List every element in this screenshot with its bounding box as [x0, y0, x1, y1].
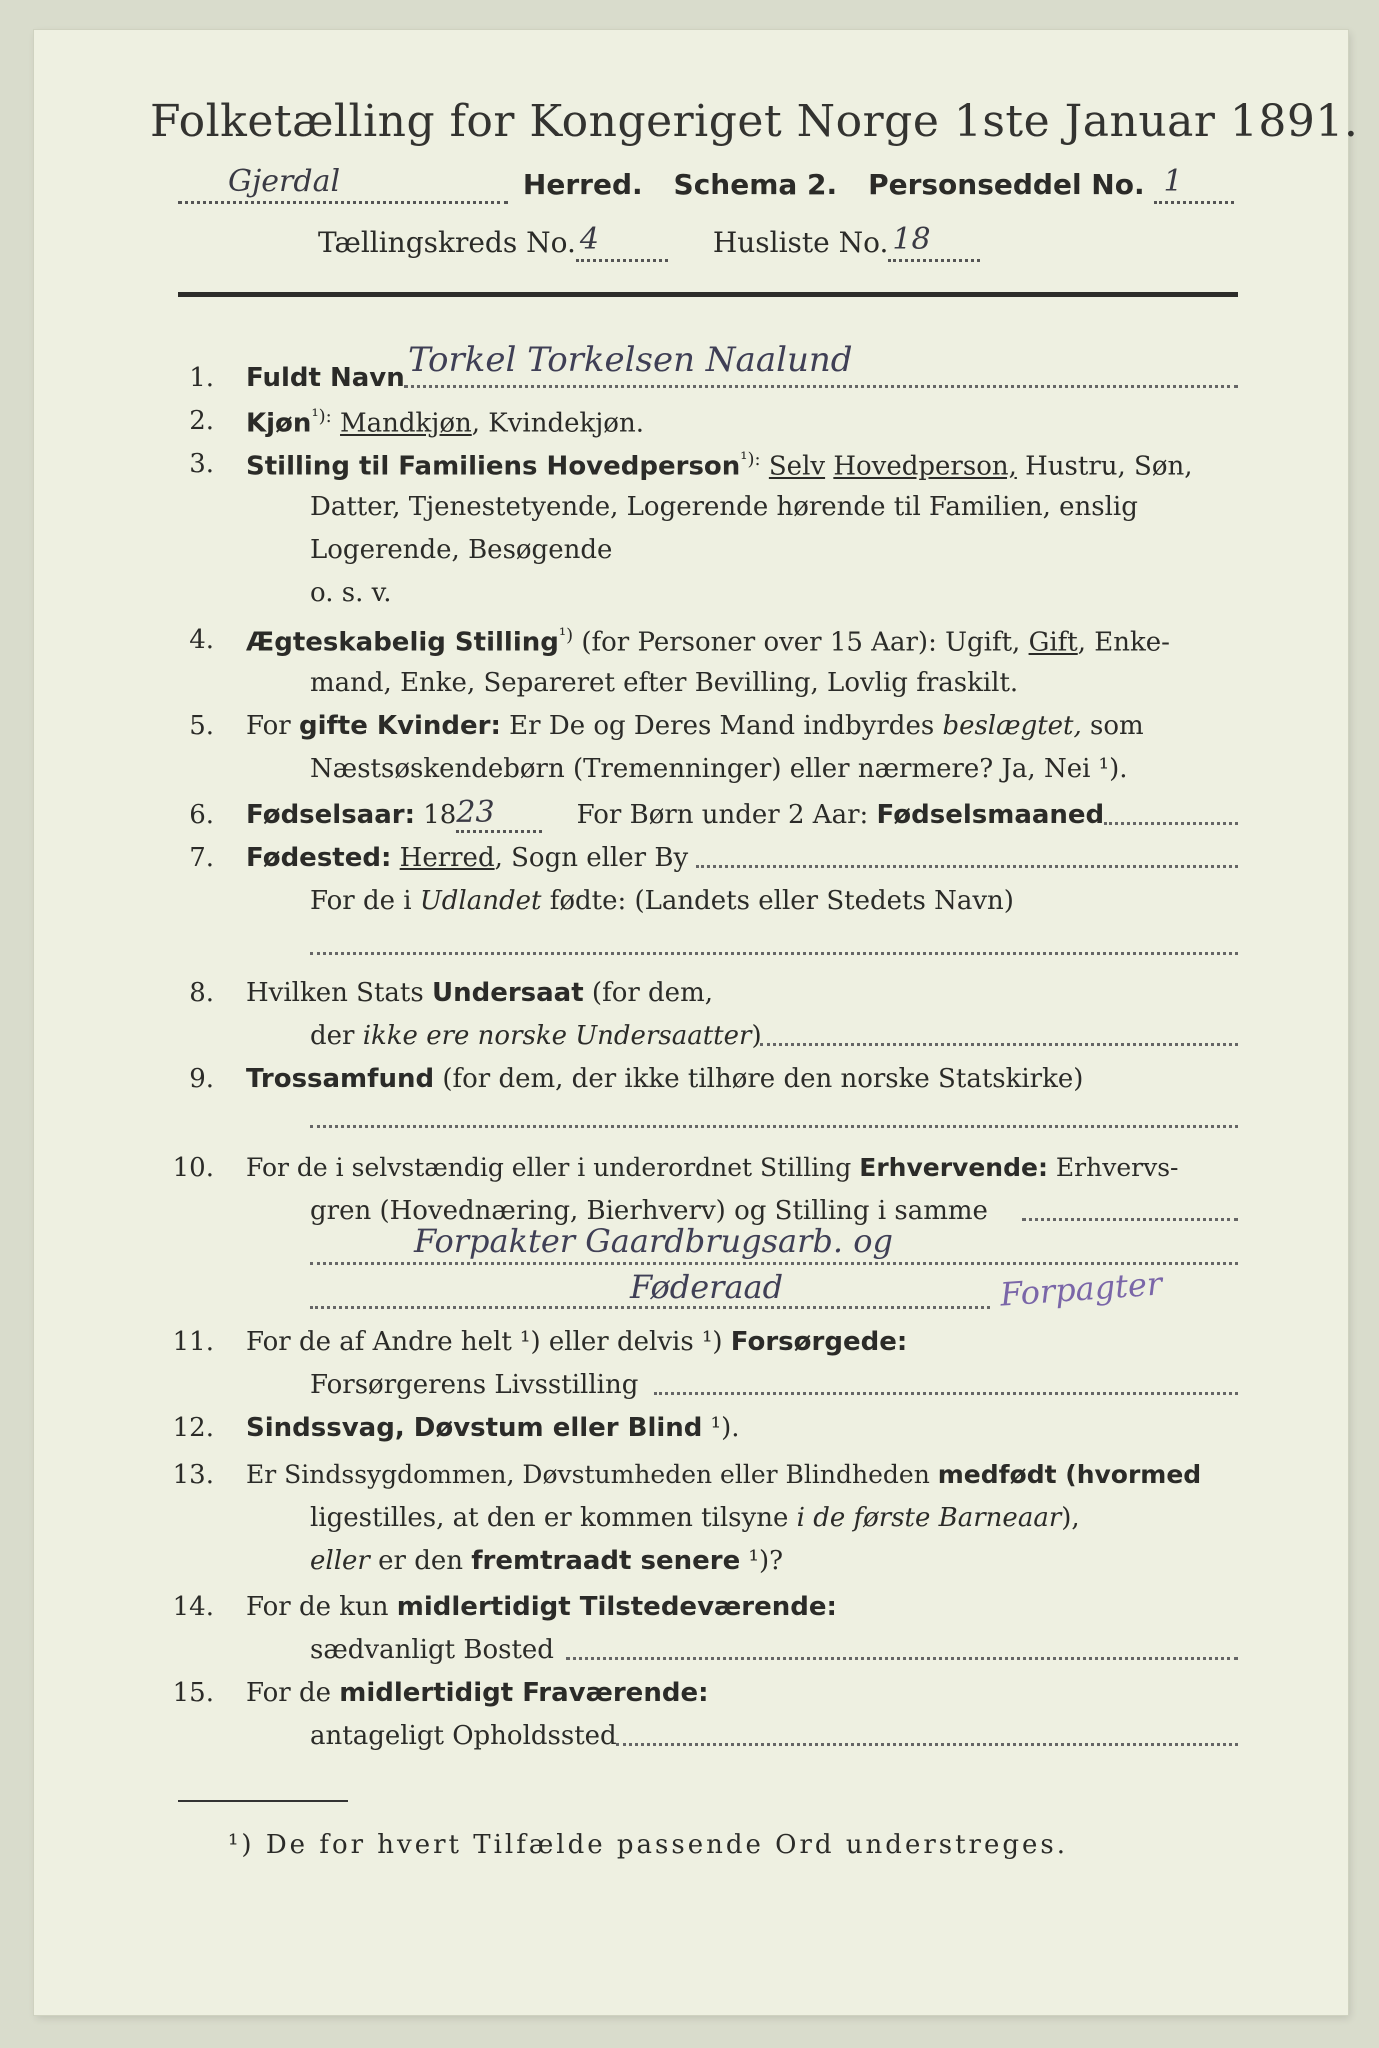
- item-number: 5.: [189, 711, 214, 741]
- item-text: beslægtet,: [942, 711, 1082, 741]
- selected-option: Mandkjøn: [340, 408, 472, 439]
- item-label: Kjøn: [246, 408, 312, 439]
- item-label: Ægteskabelig Stilling: [246, 627, 559, 658]
- year-prefix: 18: [415, 800, 457, 830]
- item-5-gifte-kvinder: [246, 711, 1144, 741]
- item-text: ikke ere norske Undersaatter: [362, 1021, 752, 1051]
- item-text: For de af Andre helt ¹) eller delvis ¹): [246, 1327, 731, 1357]
- fodested-field: [696, 865, 1238, 868]
- item-number: 9.: [189, 1064, 214, 1094]
- item-15-fravaerende: [246, 1678, 708, 1708]
- item-label: midlertidigt Fraværende:: [339, 1678, 709, 1708]
- item-1-fuldt-navn: [246, 363, 405, 393]
- footnote-ref: ¹):: [740, 449, 761, 470]
- item-13-medfodt: [246, 1460, 1201, 1489]
- item-number: 11.: [172, 1327, 214, 1357]
- fodselsmaaned-field: [1104, 822, 1238, 825]
- item-label: Fødested:: [246, 843, 392, 873]
- footnote-ref: ¹): [558, 625, 574, 646]
- husliste-value: 18: [892, 222, 931, 257]
- item-label: fremtraadt senere: [471, 1546, 741, 1576]
- bosted-field: [566, 1657, 1238, 1660]
- item-text: Hvilken Stats: [246, 978, 432, 1008]
- item-label: medfødt: [937, 1460, 1057, 1489]
- header-rule: [178, 292, 1238, 297]
- schema-label: Schema 2.: [673, 168, 838, 201]
- kreds-field: [576, 222, 668, 262]
- selected-option: Herred: [399, 843, 495, 873]
- item-text: Logerende, Besøgende: [310, 535, 613, 565]
- forsorger-field: [654, 1392, 1238, 1395]
- udland-field: [310, 952, 1238, 955]
- item-text: er den: [369, 1546, 472, 1576]
- name-value: Torkel Torkelsen Naalund: [408, 340, 853, 380]
- item-text: For de kun: [246, 1592, 397, 1622]
- medfodt-line-2: [310, 1503, 1080, 1533]
- item-number: 3.: [189, 449, 214, 479]
- kreds-line: [318, 222, 980, 262]
- item-7-fodested: [246, 843, 688, 873]
- item-text: sædvanligt Bosted: [310, 1635, 554, 1665]
- erhverv-field: [1022, 1218, 1238, 1221]
- footnote-rule: [178, 1800, 348, 1802]
- item-text: i de første Barneaar: [796, 1503, 1062, 1533]
- item-text: Forsørgerens Livsstilling: [310, 1370, 639, 1400]
- item-text: gren (Hovednæring, Bierhverv) og Stilling i samme: [310, 1196, 988, 1226]
- item-text: For Børn under 2 Aar:: [576, 800, 877, 830]
- item-text: Hustru, Søn,: [1016, 451, 1193, 482]
- item-text: For de i: [310, 886, 420, 916]
- item-label: Stilling til Familiens Hovedperson: [246, 451, 741, 482]
- personseddel-value: 1: [1163, 164, 1183, 199]
- item-8-undersaat: [246, 978, 713, 1008]
- item-label: Trossamfund: [246, 1064, 435, 1094]
- item-3-stilling: [246, 449, 1193, 482]
- erhverv-field: [310, 1262, 1238, 1265]
- form-title: Folketælling for Kongeriget Norge 1ste Januar 1891.: [150, 96, 1359, 147]
- kreds-label: Tællingskreds No.: [318, 226, 576, 259]
- item-text: som: [1081, 711, 1144, 741]
- erhverv-value-2: Føderaad: [630, 1268, 784, 1306]
- item-label: (hvormed: [1056, 1460, 1202, 1489]
- item-11-forsorgede: [246, 1327, 907, 1357]
- item-number: 12.: [172, 1413, 214, 1443]
- item-number: 8.: [189, 978, 214, 1008]
- item-number: 13.: [172, 1460, 214, 1490]
- footnote-ref: ¹):: [311, 406, 332, 427]
- item-text: der: [310, 1021, 363, 1051]
- year-field: [456, 795, 542, 833]
- item-text: For de: [246, 1678, 340, 1708]
- item-label: Fuldt Navn: [246, 363, 405, 393]
- item-label: Forsørgede:: [730, 1327, 908, 1357]
- medfodt-line-3: [310, 1546, 783, 1576]
- item-9-trossamfund: [246, 1064, 1083, 1094]
- herred-line: [178, 164, 1234, 204]
- footnote: ¹) De for hvert Tilfælde passende Ord understreges.: [228, 1830, 1069, 1860]
- item-text: For: [246, 711, 299, 741]
- husliste-field: [888, 222, 980, 262]
- item-10-erhverv: [246, 1153, 1178, 1182]
- item-number: 4.: [189, 625, 214, 655]
- item-number: 2.: [189, 406, 214, 436]
- item-text: ¹)?: [740, 1546, 784, 1576]
- name-field-line: [404, 385, 1238, 388]
- erhverv-field: [310, 1306, 990, 1309]
- selected-option: Gift: [1028, 627, 1078, 658]
- trossamfund-field: [310, 1125, 1238, 1128]
- husliste-label: Husliste No.: [712, 226, 889, 259]
- herred-label: Herred.: [522, 168, 643, 201]
- kreds-value: 4: [579, 222, 599, 257]
- item-text: Er Sindssygdommen, Døvstumheden eller Blindheden: [246, 1460, 938, 1489]
- item-number: 15.: [172, 1678, 214, 1708]
- item-2-kjon: [246, 406, 644, 439]
- erhverv-value-3: Forpagter: [998, 1264, 1164, 1314]
- erhverv-value-1: Forpakter Gaardbrugsarb. og: [414, 1222, 893, 1260]
- item-number: 1.: [189, 363, 214, 393]
- item-text: ),: [1061, 1503, 1080, 1533]
- item-label: midlertidigt Tilstedeværende:: [396, 1592, 837, 1622]
- item-6-fodselsaar: [246, 795, 1105, 833]
- item-4-aegteskab: [246, 625, 1170, 658]
- item-12-sindssvag: [246, 1413, 740, 1443]
- item-text: Udlandet: [419, 886, 542, 916]
- selected-option: Hovedperson,: [833, 451, 1017, 482]
- item-label: Sindssvag, Døvstum eller Blind: [246, 1413, 703, 1443]
- item-text: ): [751, 1021, 762, 1051]
- opholdssted-field: [616, 1743, 1238, 1746]
- item-text: o. s. v.: [310, 578, 392, 608]
- selected-option: Selv: [768, 451, 826, 482]
- item-text: mand, Enke, Separeret efter Bevilling, Lovlig fraskilt.: [310, 668, 1019, 698]
- item-label: Fødselsmaaned: [876, 800, 1105, 830]
- item-label: Undersaat: [431, 978, 584, 1008]
- item-text: ¹).: [702, 1413, 740, 1443]
- personseddel-field: [1154, 164, 1234, 204]
- undersaat-line: [310, 1021, 762, 1051]
- year-value: 23: [456, 795, 495, 830]
- item-text: Erhvervs-: [1047, 1153, 1179, 1182]
- item-label: Erhvervende:: [859, 1153, 1048, 1182]
- personseddel-label: Personseddel No.: [868, 168, 1145, 201]
- herred-value: Gjerdal: [228, 164, 341, 199]
- item-number: 7.: [189, 843, 214, 873]
- item-number: 10.: [172, 1153, 214, 1183]
- item-number: 14.: [172, 1592, 214, 1622]
- item-label: Fødselsaar:: [246, 800, 415, 830]
- item-text: antageligt Opholdssted: [310, 1721, 617, 1751]
- item-14-tilstede: [246, 1592, 837, 1622]
- undersaat-field: [760, 1043, 1238, 1046]
- udland-line: [310, 886, 1014, 916]
- item-text: eller: [310, 1546, 370, 1576]
- item-label: gifte Kvinder:: [298, 711, 501, 741]
- item-text: ligestilles, at den er kommen tilsyne: [310, 1503, 797, 1533]
- item-text: , Enke-: [1077, 627, 1170, 658]
- item-text: Næstsøskendebørn (Tremenninger) eller nærmere? Ja, Nei ¹).: [310, 754, 1128, 784]
- item-text: fødte: (Landets eller Stedets Navn): [541, 886, 1014, 916]
- item-text: (for Personer over 15 Aar): Ugift,: [573, 627, 1029, 658]
- herred-field: [178, 164, 508, 204]
- item-text: Datter, Tjenestetyende, Logerende hørende til Familien, enslig: [310, 492, 1138, 522]
- item-text: (for dem,: [583, 978, 713, 1008]
- item-text: (for dem, der ikke tilhøre den norske Statskirke): [434, 1064, 1084, 1094]
- item-text: , Kvindekjøn.: [471, 408, 644, 439]
- item-text: , Sogn eller By: [494, 843, 689, 873]
- item-text: Er De og Deres Mand indbyrdes: [500, 711, 943, 741]
- item-number: 6.: [189, 800, 214, 830]
- item-text: For de i selvstændig eller i underordnet Stilling: [246, 1153, 860, 1182]
